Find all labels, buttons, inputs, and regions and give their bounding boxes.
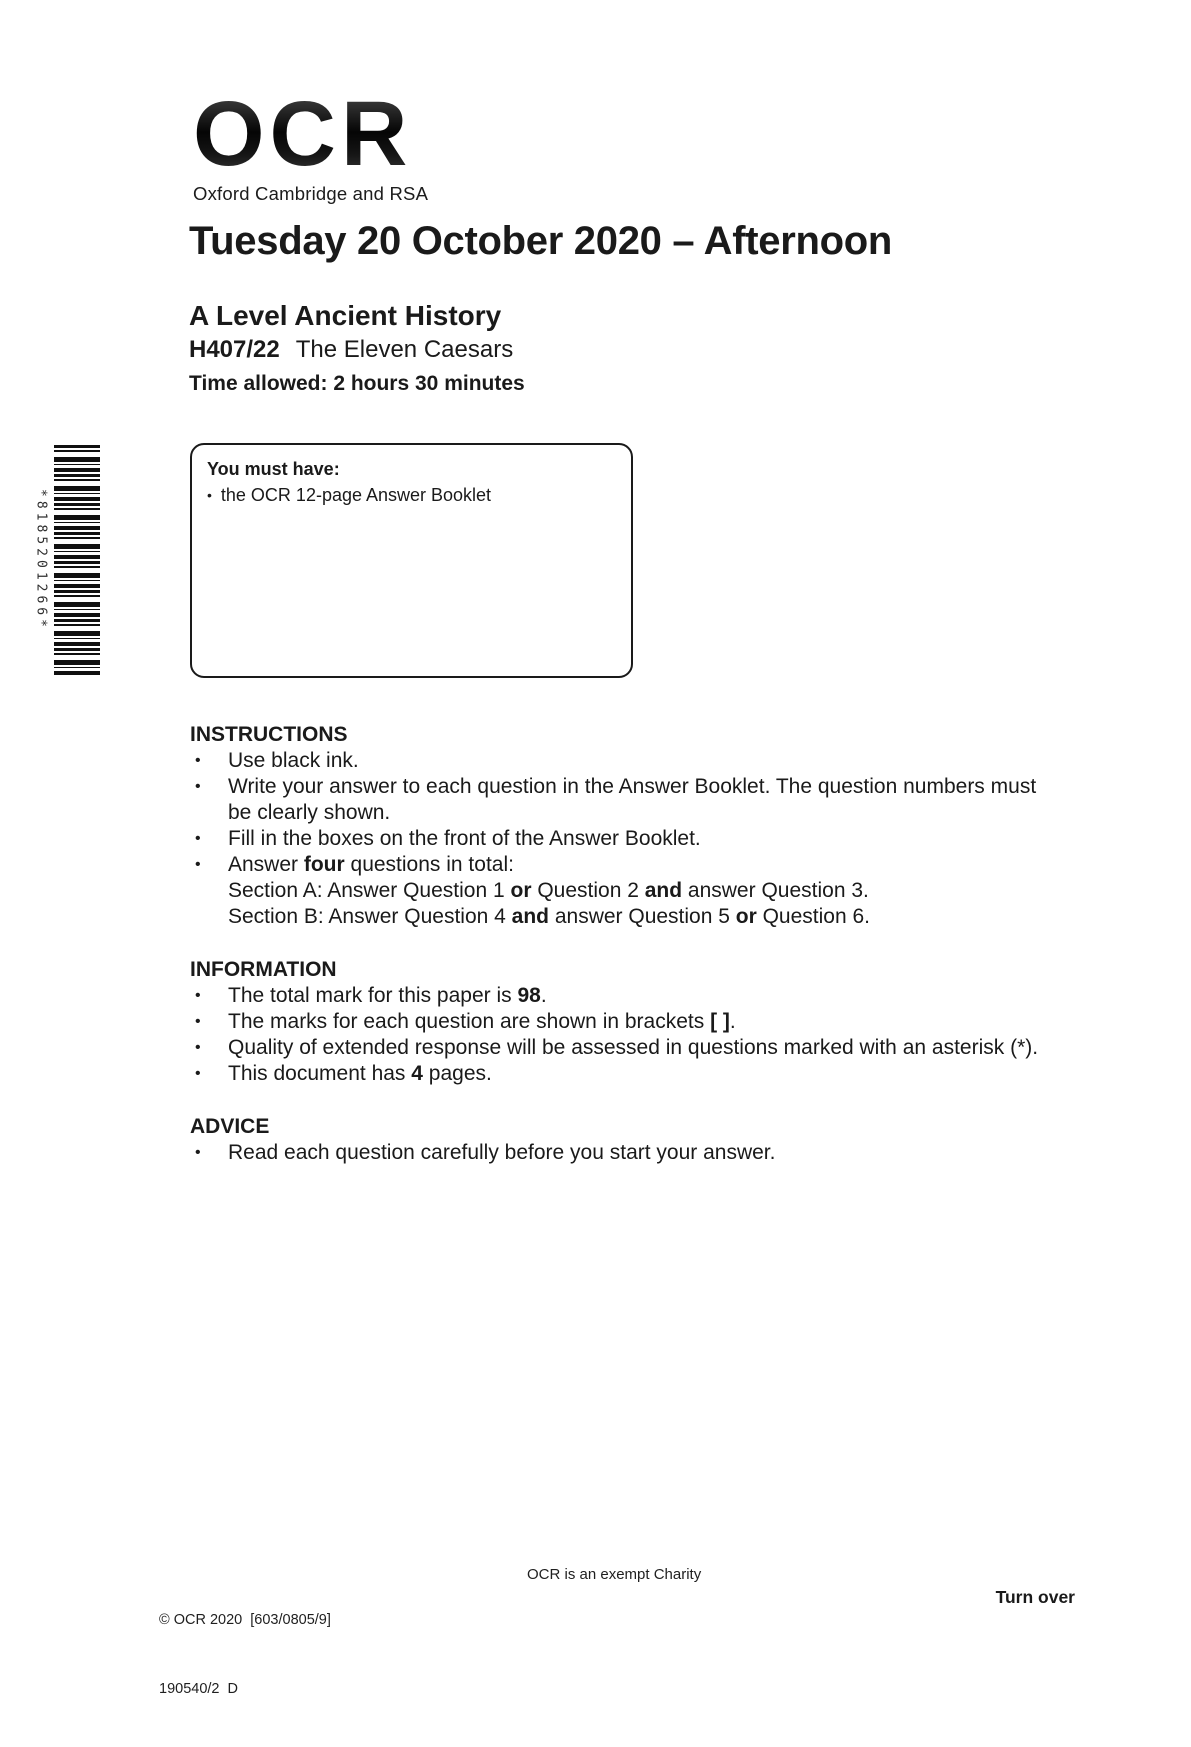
must-have-heading: You must have: [207,459,340,479]
ocr-logo-wordmark: OCR [193,83,413,185]
bullet-icon: • [195,856,201,873]
bullet-icon: • [207,487,212,503]
barcode [28,445,100,675]
rubric-bullet-item [190,1035,1055,1061]
rubric-bullet-item [190,826,1055,852]
rubric-section-advice [190,1114,1055,1166]
paper-code: H407/22 [189,336,280,363]
turn-over-label: Turn over [995,1587,1075,1607]
text-segment: Section B: Answer Question 4 [228,905,512,928]
footer-copyright: © OCR 2020 [603/0805/9] [159,1612,331,1628]
text-segment: answer Question 5 [549,905,736,928]
text-segment: Fill in the boxes on the front of the Answer Booklet. [228,827,701,850]
bullet-icon: • [195,1144,201,1161]
footer-copyright-block [159,1563,331,1747]
rubric-bullet-item [190,1009,1055,1035]
text-segment: This document has [228,1062,412,1085]
barcode-number-column [28,445,54,675]
text-segment: Use black ink. [228,749,359,772]
rubric-section-instructions [190,722,1055,930]
bullet-icon: • [195,778,201,795]
you-must-have-box [190,443,633,678]
text-segment: Section A: Answer Question 1 [228,879,511,902]
paper-name: The Eleven Caesars [295,336,514,363]
emphasis-text: or [735,905,757,928]
rubric-bullet-item [190,852,1055,878]
must-have-items [207,482,616,508]
section-heading: INSTRUCTIONS [190,723,348,746]
text-segment: Question 6. [756,905,870,928]
rubric-sections [190,722,1055,1166]
ocr-logo [193,83,429,205]
text-segment: . [729,1010,736,1033]
barcode-number: *8185201266* [33,489,49,631]
text-segment: Quality of extended response will be assessed in questions marked with an asterisk (*). [228,1036,1039,1059]
qualification-title: A Level Ancient History [189,300,502,331]
bullet-icon: • [195,987,201,1004]
emphasis-text: [ ] [710,1010,730,1033]
must-have-item-text: the OCR 12-page Answer Booklet [220,485,492,505]
barcode-bars [54,445,100,675]
rubric-bullet-item [190,983,1055,1009]
footer-doc-code: 190540/2 D [159,1681,239,1697]
text-segment: The total mark for this paper is [228,984,518,1007]
emphasis-text: 98 [517,984,541,1007]
text-segment: pages. [422,1062,492,1085]
emphasis-text: four [303,853,345,876]
footer-charity-note: OCR is an exempt Charity [527,1566,702,1583]
text-segment: . [540,984,547,1007]
bullet-icon: • [195,830,201,847]
rubric-bullet-item [190,1061,1055,1087]
bullet-icon: • [195,1013,201,1030]
section-heading: INFORMATION [190,958,337,981]
emphasis-text: or [510,879,532,902]
text-segment: Read each question carefully before you start your answer. [228,1141,776,1164]
rubric-subline [190,878,1055,904]
emphasis-text: 4 [411,1062,423,1085]
emphasis-text: and [511,905,549,928]
must-have-item [207,482,616,508]
text-segment: questions in total: [344,853,514,876]
section-heading: ADVICE [190,1115,270,1138]
text-segment: answer Question 3. [682,879,869,902]
bullet-icon: • [195,752,201,769]
exam-session-title: Tuesday 20 October 2020 – Afternoon [189,219,893,263]
rubric-section-information [190,957,1055,1087]
time-allowed: Time allowed: 2 hours 30 minutes [189,372,525,395]
rubric-bullet-item [190,1140,1055,1166]
rubric-subline [190,904,1055,930]
text-segment: Question 2 [531,879,645,902]
bullet-icon: • [195,1065,201,1082]
rubric-bullet-item [190,774,1055,826]
paper-line [189,336,513,364]
bullet-icon: • [195,1039,201,1056]
emphasis-text: and [644,879,683,902]
ocr-logo-tagline: Oxford Cambridge and RSA [193,183,429,204]
text-segment: Write your answer to each question in the Answer Booklet. The question numbers must be clearly shown. [228,775,1037,824]
text-segment: Answer [228,853,304,876]
text-segment: The marks for each question are shown in brackets [228,1010,711,1033]
rubric-bullet-item [190,748,1055,774]
